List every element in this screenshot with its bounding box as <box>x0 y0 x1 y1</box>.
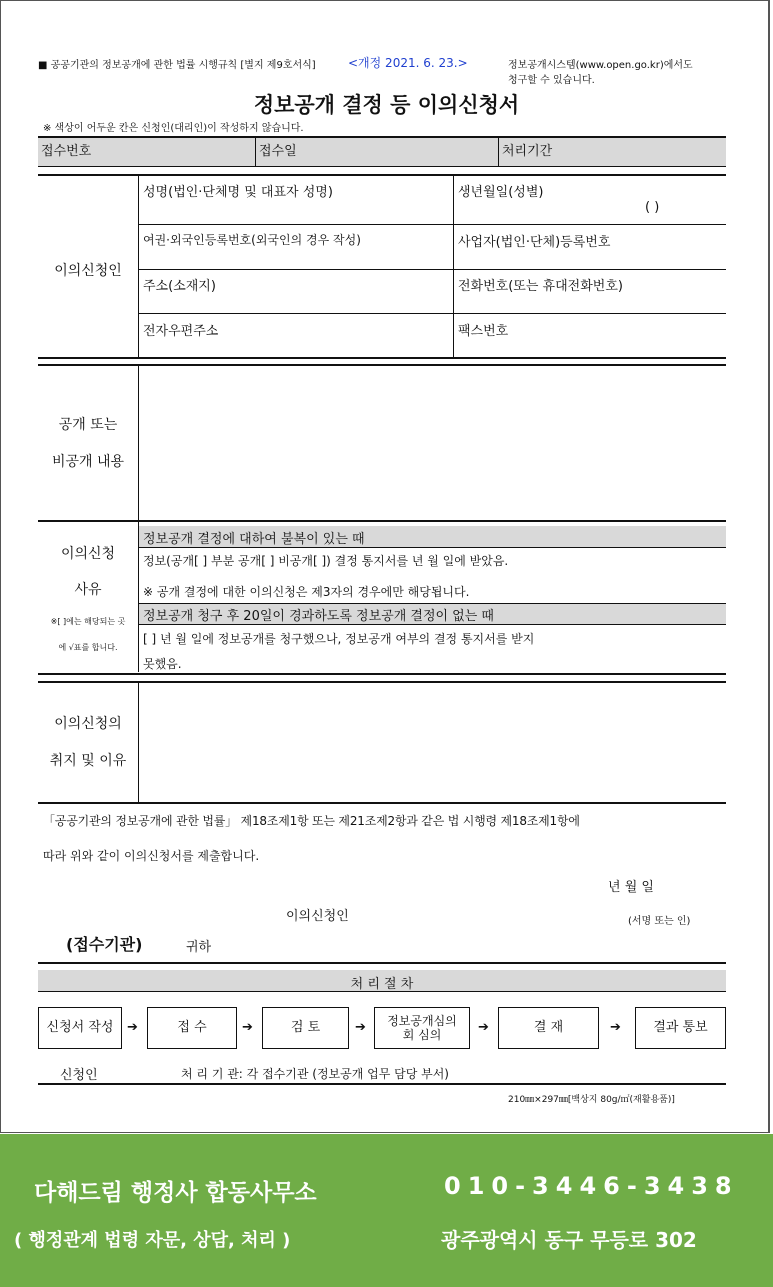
divider <box>138 176 139 357</box>
declaration-line1: 「공공기관의 정보공개에 관한 법률」 제18조제1항 또는 제21조제2항과 같은 법 시행령 제18조제1항에 <box>43 814 580 828</box>
content-label-line2: 비공개 내용 <box>51 454 125 470</box>
process-agency-label: 처 리 기 관: 각 접수기관 (정보공개 업무 담당 부서) <box>181 1067 449 1081</box>
email-label: 전자우편주소 <box>143 324 219 339</box>
divider <box>38 802 726 804</box>
process-title: 처 리 절 차 <box>350 977 414 992</box>
divider <box>38 136 726 138</box>
divider <box>138 624 726 625</box>
arrow-right-icon: ➔ <box>478 1020 489 1035</box>
rule-reference: ■ 공공기관의 정보공개에 관한 법률 시행규칙 [별지 제9호서식] <box>38 60 316 71</box>
reason-row1-header: 정보공개 결정에 대하여 불복이 있는 때 <box>143 532 365 547</box>
purpose-label-line2: 취지 및 이유 <box>49 753 127 769</box>
paper-spec: 210㎜×297㎜[백상지 80g/㎡(재활용품)] <box>508 1095 675 1105</box>
declaration-date: 년 월 일 <box>608 880 654 895</box>
arrow-right-icon: ➔ <box>610 1020 621 1035</box>
divider <box>38 364 726 366</box>
passport-label: 여권·외국인등록번호(외국인의 경우 작성) <box>143 233 361 247</box>
step-application: 신청서 작성 <box>38 1007 122 1049</box>
purpose-label-line1: 이의신청의 <box>54 716 122 732</box>
divider <box>138 269 726 270</box>
checkbox-note-1: ※[ ]에는 해당되는 곳 <box>50 617 126 626</box>
birth-label: 생년월일(성별) <box>458 185 544 200</box>
receipt-date-label: 접수일 <box>259 144 297 159</box>
reason-label-line1: 이의신청 <box>60 546 116 562</box>
arrow-right-icon: ➔ <box>355 1020 366 1035</box>
form-title: 정보공개 결정 등 이의신청서 <box>253 93 520 117</box>
reason-row2-header: 정보공개 청구 후 20일이 경과하도록 정보공개 결정이 없는 때 <box>143 609 494 624</box>
instruction-note: ※ 색상이 어두운 칸은 신청인(대리인)이 작성하지 않습니다. <box>43 123 304 134</box>
step-committee: 정보공개심의 회 심의 <box>374 1007 470 1049</box>
process-applicant-label: 신청인 <box>60 1068 98 1083</box>
step-approval: 결 재 <box>498 1007 599 1049</box>
divider <box>138 224 726 225</box>
office-address: 광주광역시 동구 무등로 302 <box>441 1228 697 1252</box>
footer-banner <box>0 1134 773 1287</box>
divider <box>453 176 454 357</box>
divider <box>138 313 726 314</box>
reason-row2-text-2: 못했음. <box>143 657 182 671</box>
divider <box>138 366 139 520</box>
divider <box>38 681 726 683</box>
divider <box>38 520 726 522</box>
divider <box>38 166 726 167</box>
declaration-line2: 따라 위와 같이 이의신청서를 제출합니다. <box>43 849 260 863</box>
divider <box>38 357 726 359</box>
divider <box>38 962 726 964</box>
services-note: ( 행정관계 법령 자문, 상담, 처리 ) <box>14 1230 291 1251</box>
content-label-line1: 공개 또는 <box>58 417 118 433</box>
address-label: 주소(소재지) <box>143 279 216 294</box>
arrow-right-icon: ➔ <box>242 1020 253 1035</box>
reason-label-line2: 사유 <box>74 582 102 598</box>
revision-date: <개정 2021. 6. 23.> <box>348 56 468 70</box>
applicant-section-label: 이의신청인 <box>54 263 122 279</box>
reason-row2-text-1: [ ] 년 월 일에 정보공개를 청구했으나, 정보공개 여부의 결정 통지서를 받지 <box>143 632 535 646</box>
system-note-2: 청구할 수 있습니다. <box>508 75 595 86</box>
divider <box>38 1083 726 1085</box>
receiving-agency: (접수기관) <box>66 935 143 954</box>
divider <box>138 522 139 672</box>
reason-row1-note: ※ 공개 결정에 대한 이의신청은 제3자의 경우에만 해당됩니다. <box>143 585 470 599</box>
divider <box>138 603 726 604</box>
signature-note: (서명 또는 인) <box>628 916 691 927</box>
divider <box>138 547 726 548</box>
receipt-row-bg <box>38 137 726 166</box>
arrow-right-icon: ➔ <box>127 1020 138 1035</box>
system-note-1: 정보공개시스템(www.open.go.kr)에서도 <box>508 60 693 71</box>
receipt-number-label: 접수번호 <box>41 144 92 159</box>
step-receipt: 접 수 <box>147 1007 237 1049</box>
phone-number: 010-3446-3438 <box>444 1172 739 1200</box>
step-review: 검 토 <box>262 1007 349 1049</box>
business-number-label: 사업자(법인·단체)등록번호 <box>458 235 611 250</box>
divider <box>138 683 139 802</box>
company-name: 다해드림 행정사 합동사무소 <box>34 1180 317 1206</box>
declaration-applicant: 이의신청인 <box>286 909 349 924</box>
gender-parentheses: ( ) <box>645 200 660 215</box>
step-notification: 결과 통보 <box>635 1007 726 1049</box>
honorific: 귀하 <box>186 940 212 955</box>
phone-label: 전화번호(또는 휴대전화번호) <box>458 279 623 294</box>
processing-period-label: 처리기간 <box>502 144 553 159</box>
divider <box>38 174 726 176</box>
reason-row1-text: 정보(공개[ ] 부분 공개[ ] 비공개[ ]) 결정 통지서를 년 월 일에 받았음. <box>143 554 509 568</box>
checkbox-note-2: 에 √표를 합니다. <box>58 643 118 652</box>
name-label: 성명(법인·단체명 및 대표자 성명) <box>143 185 333 200</box>
fax-label: 팩스번호 <box>458 324 509 339</box>
divider <box>38 673 726 675</box>
divider <box>255 137 256 166</box>
divider <box>498 137 499 166</box>
